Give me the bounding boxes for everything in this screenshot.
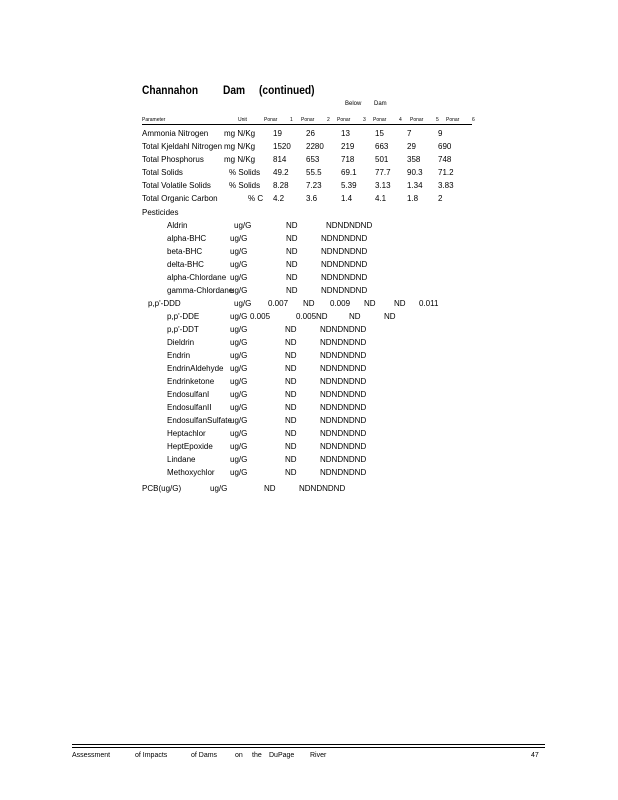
pesticide-name: Methoxychlor [167,468,215,477]
pesticide-unit: ug/G [230,260,248,269]
pcb-unit: ug/G [210,484,228,493]
ponar-header-number: 6 [472,117,475,123]
pesticide-name: Endrin [167,351,191,360]
parameter-value: 4.1 [375,194,387,203]
pesticide-name: Dieldrin [167,338,195,347]
ddd-value: 0.011 [419,299,439,308]
ponar-header-label: Ponar [337,117,351,123]
parameter-value: 13 [341,129,350,138]
pesticide-unit: ug/G [230,442,248,451]
pesticide-name: delta-BHC [167,260,204,269]
parameter-value: 9 [438,129,443,138]
parameter-value: 501 [375,155,389,164]
parameter-value: 2 [438,194,443,203]
parameter-name: Total Organic Carbon [142,194,218,203]
parameter-value: 77.7 [375,168,391,177]
parameter-value: 26 [306,129,315,138]
pesticide-value: ND [285,390,297,399]
dde-name: p,p'-DDE [167,312,200,321]
ponar-header-label: Ponar [410,117,424,123]
pesticide-name: Endrinketone [167,377,215,386]
parameter-value: 69.1 [341,168,357,177]
pesticide-unit: ug/G [230,416,248,425]
ddd-value: ND [303,299,315,308]
pcb-rest: NDNDNDND [299,484,346,493]
parameter-value: 19 [273,129,282,138]
pesticide-name: EndrinAldehyde [167,364,224,373]
ddd-value: 0.007 [268,299,289,308]
parameter-value: 90.3 [407,168,423,177]
parameter-unit: % Solids [229,181,261,190]
footer-text: River [310,752,327,759]
parameter-name: Total Kjeldahl Nitrogen [142,142,223,151]
pesticide-value: ND [285,442,297,451]
pesticide-value: ND [285,377,297,386]
pesticide-value: ND [285,351,297,360]
pesticide-values: NDNDNDND [321,260,368,269]
pesticide-unit: ug/G [230,429,248,438]
pesticide-name: Heptachlor [167,429,206,438]
pesticide-values: NDNDNDND [320,390,367,399]
pesticide-unit: ug/G [234,221,252,230]
parameter-value: 71.2 [438,168,454,177]
pcb-name: PCB(ug/G) [142,484,182,493]
pesticide-values: NDNDNDND [320,442,367,451]
pesticide-unit: ug/G [230,338,248,347]
parameter-unit: mg N/Kg [224,142,256,151]
pesticide-value: ND [286,247,298,256]
parameter-value: 690 [438,142,452,151]
footer-text: the [252,752,262,759]
parameter-value: 15 [375,129,384,138]
parameter-value: 663 [375,142,389,151]
parameter-value: 3.83 [438,181,454,190]
parameter-name: Total Volatile Solids [142,181,211,190]
parameter-value: 1520 [273,142,291,151]
pesticide-name: beta-BHC [167,247,203,256]
pesticide-unit: ug/G [230,247,248,256]
pesticide-value: ND [285,468,297,477]
pesticide-value: ND [286,221,298,230]
pesticide-name: gamma-Chlordane [167,286,234,295]
pesticide-name: Lindane [167,455,196,464]
column-header-parameter: Parameter [142,117,166,123]
pesticide-value: ND [285,364,297,373]
parameter-value: 5.39 [341,181,357,190]
title-continued: (continued) [259,83,315,97]
pesticide-values: NDNDNDND [320,455,367,464]
pesticide-name: p,p'-DDT [167,325,199,334]
parameter-value: 49.2 [273,168,289,177]
ddd-value: ND [394,299,406,308]
dde-value: 0.005 [250,312,271,321]
pesticide-unit: ug/G [230,364,248,373]
pesticides-label: Pesticides [142,208,179,217]
pesticide-values: NDNDNDND [320,429,367,438]
parameter-value: 55.5 [306,168,322,177]
pesticide-unit: ug/G [230,390,248,399]
header-below: Below [345,101,362,107]
pesticide-value: ND [286,234,298,243]
footer-text: of Impacts [135,752,168,759]
parameter-value: 2280 [306,142,324,151]
header-dam: Dam [374,101,387,107]
page-number: 47 [531,752,539,759]
ponar-header-number: 5 [436,117,439,123]
parameter-unit: mg N/Kg [224,129,256,138]
dde-value: ND [349,312,361,321]
pesticide-values: NDNDNDND [320,325,367,334]
parameter-value: 3.13 [375,181,391,190]
pesticide-name: alpha-BHC [167,234,207,243]
parameter-value: 814 [273,155,287,164]
parameter-value: 1.8 [407,194,419,203]
title-dam: Dam [223,83,246,97]
pesticide-values: NDNDNDND [320,468,367,477]
parameter-value: 7 [407,129,412,138]
parameter-name: Ammonia Nitrogen [142,129,209,138]
pesticide-value: ND [286,260,298,269]
pesticide-name: EndosulfanII [167,403,212,412]
pesticide-value: ND [286,273,298,282]
pesticide-unit: ug/G [230,455,248,464]
pesticide-unit: ug/G [230,403,248,412]
pesticide-value: ND [285,338,297,347]
parameter-name: Total Solids [142,168,183,177]
parameter-value: 3.6 [306,194,318,203]
pesticide-values: NDNDNDND [321,273,368,282]
pcb-v1: ND [264,484,276,493]
parameter-value: 358 [407,155,421,164]
ponar-header-label: Ponar [301,117,315,123]
parameter-unit: % C [248,194,264,203]
pesticide-values: NDNDNDND [321,247,368,256]
parameter-name: Total Phosphorus [142,155,204,164]
pesticide-value: ND [285,403,297,412]
footer-text: on [235,752,243,759]
pesticide-values: NDNDNDND [321,234,368,243]
header-rule [142,124,472,125]
pesticide-name: EndosulfanI [167,390,210,399]
ponar-header-number: 1 [290,117,293,123]
pesticide-value: ND [286,286,298,295]
pesticide-name: EndosulfanSulfate [167,416,232,425]
ponar-header-label: Ponar [446,117,460,123]
pesticide-values: NDNDNDND [320,338,367,347]
pesticide-value: ND [285,455,297,464]
pesticide-values: NDNDNDND [320,416,367,425]
ponar-header-label: Ponar [373,117,387,123]
pesticide-unit: ug/G [230,234,248,243]
pesticide-unit: ug/G [230,377,248,386]
pesticide-unit: ug/G [230,351,248,360]
pesticide-name: Aldrin [167,221,188,230]
footer-rule-bottom [72,747,545,748]
footer-rule-top [72,744,545,745]
pesticide-values: NDNDNDND [320,364,367,373]
ponar-header-number: 4 [399,117,402,123]
parameter-value: 718 [341,155,355,164]
parameter-value: 219 [341,142,355,151]
pesticide-name: alpha-Chlordane [167,273,227,282]
ddd-name: p,p'-DDD [148,299,181,308]
pesticide-values: NDNDNDND [321,286,368,295]
pesticide-values: NDNDNDND [326,221,373,230]
footer-text: DuPage [269,752,295,759]
pesticide-unit: ug/G [230,286,248,295]
pesticide-unit: ug/G [230,325,248,334]
ponar-header-number: 2 [327,117,330,123]
footer-text: of Dams [191,752,218,759]
pesticide-values: NDNDNDND [320,377,367,386]
parameter-value: 7.23 [306,181,322,190]
pesticide-value: ND [285,325,297,334]
pesticide-unit: ug/G [230,468,248,477]
ddd-value: 0.009 [330,299,351,308]
parameter-value: 748 [438,155,452,164]
parameter-value: 29 [407,142,416,151]
title-channahon: Channahon [142,83,199,97]
ddd-unit: ug/G [234,299,252,308]
dde-unit: ug/G [230,312,248,321]
parameter-value: 4.2 [273,194,285,203]
column-header-unit: Unit [238,117,247,123]
pesticide-unit: ug/G [230,273,248,282]
parameter-unit: % Solids [229,168,261,177]
parameter-value: 8.28 [273,181,289,190]
footer-text: Assessment [72,752,111,759]
dde-value: 0.005ND [296,312,328,321]
pesticide-value: ND [285,429,297,438]
parameter-value: 1.34 [407,181,423,190]
ponar-header-label: Ponar [264,117,278,123]
ddd-value: ND [364,299,376,308]
pesticide-values: NDNDNDND [320,403,367,412]
dde-value: ND [384,312,396,321]
pesticide-name: HeptEpoxide [167,442,213,451]
pesticide-values: NDNDNDND [320,351,367,360]
pesticide-value: ND [285,416,297,425]
parameter-unit: mg N/Kg [224,155,256,164]
parameter-value: 1.4 [341,194,353,203]
ponar-header-number: 3 [363,117,366,123]
parameter-value: 653 [306,155,320,164]
